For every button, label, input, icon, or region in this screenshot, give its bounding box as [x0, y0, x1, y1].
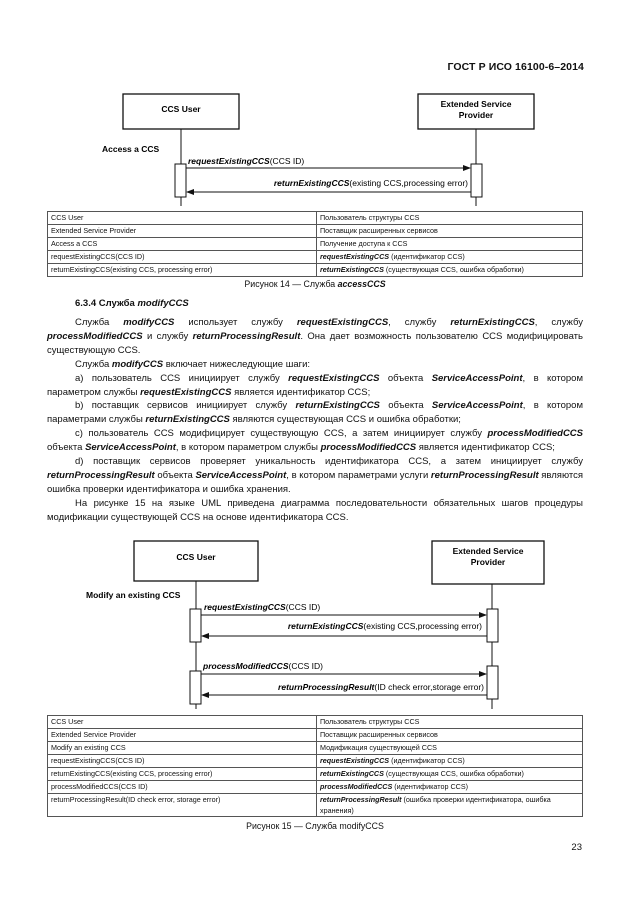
table-row: CCS User Пользователь структуры CCS — [48, 212, 583, 225]
table-row: requestExistingCCS(CCS ID) requestExistingCCS (идентификатор CCS) — [48, 755, 583, 768]
message-request-label: requestExistingCCS(CCS ID) — [188, 156, 305, 166]
message-process-label: processModifiedCCS(CCS ID) — [203, 661, 323, 671]
paragraph: b) поставщик сервисов инициирует службу returnExistingCCS объекта ServiceAccessPoint, в котором параметрами службы returnExistingCCS являются существующая CCS и ошибка обработки; — [47, 400, 583, 426]
body-text — [47, 316, 583, 525]
table-row: Extended Service Provider Поставщик расширенных сервисов — [48, 729, 583, 742]
actor-esp-line1: Extended Service — [440, 99, 512, 109]
paragraph: Служба modifyCCS включает нижеследующие шаги: — [75, 358, 311, 370]
paragraph: а) пользователь CCS инициирует службу requestExistingCCS объекта ServiceAccessPoint, в котором параметром службы requestExistingCCS является идентификатор CCS; — [47, 372, 583, 398]
message-result-label: returnProcessingResult(ID check error,storage error) — [278, 682, 484, 692]
ccs-user-activation-1 — [190, 609, 201, 642]
actor-ccs-user: CCS User — [161, 104, 201, 114]
figure-15-legend-table — [47, 715, 583, 817]
table-row: Access a CCS Получение доступа к CCS — [48, 238, 583, 251]
actor-ccs-user: CCS User — [176, 552, 216, 562]
ccs-user-activation-2 — [190, 671, 201, 704]
actor-esp-line2: Provider — [470, 557, 506, 567]
page-number: 23 — [571, 842, 582, 853]
table-row: returnExistingCCS(existing CCS, processing error) returnExistingCCS (существующая CCS, ошибка обработки) — [48, 768, 583, 781]
message-return-label: returnExistingCCS(existing CCS,processing error) — [273, 178, 468, 188]
table-row: processModifiedCCS(CCS ID) processModifiedCCS (идентификатор CCS) — [48, 781, 583, 794]
table-row: Extended Service Provider Поставщик расширенных сервисов — [48, 225, 583, 238]
actor-esp-line1: Extended Service — [452, 546, 524, 556]
paragraph: с) пользователь CCS модифицирует существующую CCS, а затем инициирует службу processModifiedCCS объекта ServiceAccessPoint, в котором параметром службы processModifiedCCS является идентификатор CCS; — [47, 428, 583, 454]
paragraph: На рисунке 15 на языке UML приведена диаграмма последовательности обязательных шагов процедуры модификации существующей CCS на основе идентификатора CCS. — [47, 497, 583, 523]
esp-activation-1 — [487, 609, 498, 642]
figure-15-sequence-diagram — [0, 535, 630, 715]
esp-activation-2 — [487, 666, 498, 699]
action-label: Access a CCS — [102, 144, 160, 154]
table-row: requestExistingCCS(CCS ID) requestExistingCCS (идентификатор CCS) — [48, 251, 583, 264]
table-row: Modify an existing CCS Модификация существующей CCS — [48, 742, 583, 755]
ccs-user-activation — [175, 164, 186, 197]
actor-esp-line2: Provider — [458, 110, 494, 120]
message-request-label: requestExistingCCS(CCS ID) — [204, 602, 321, 612]
paragraph: d) поставщик сервисов проверяет уникальность идентификатора CCS, а затем инициирует службу returnProcessingResult объекта ServiceAccessPoint, в котором параметрами услуги returnProcessingResult являются ошибка проверки идентификатора и ошибка хранения. — [47, 456, 583, 495]
figure-14-caption: Рисунок 14 — Служба accessCCS — [244, 279, 386, 289]
action-label: Modify an existing CCS — [86, 590, 181, 600]
esp-activation — [471, 164, 482, 197]
table-row: returnProcessingResult(ID check error, storage error) returnProcessingResult (ошибка проверки идентификатора, ошибка хранения) — [48, 794, 583, 817]
figure-15-caption: Рисунок 15 — Служба modifyCCS — [246, 821, 384, 831]
table-row: returnExistingCCS(existing CCS, processing error) returnExistingCCS (существующая CCS, ошибка обработки) — [48, 264, 583, 277]
paragraph: Служба modifyCCS использует службу requestExistingCCS, службу returnExistingCCS, службу processModifiedCCS и службу returnProcessingResult. Она дает возможность пользователю CCS модифицировать существующую CCS. — [47, 317, 583, 356]
message-return-label: returnExistingCCS(existing CCS,processing error) — [287, 621, 482, 631]
table-row: CCS User Пользователь структуры CCS — [48, 716, 583, 729]
document-header: ГОСТ Р ИСО 16100-6–2014 — [447, 61, 584, 73]
section-heading: 6.3.4 Служба modifyCCS — [75, 298, 189, 309]
figure-14-sequence-diagram — [0, 0, 630, 210]
figure-14-legend-table — [47, 211, 583, 277]
